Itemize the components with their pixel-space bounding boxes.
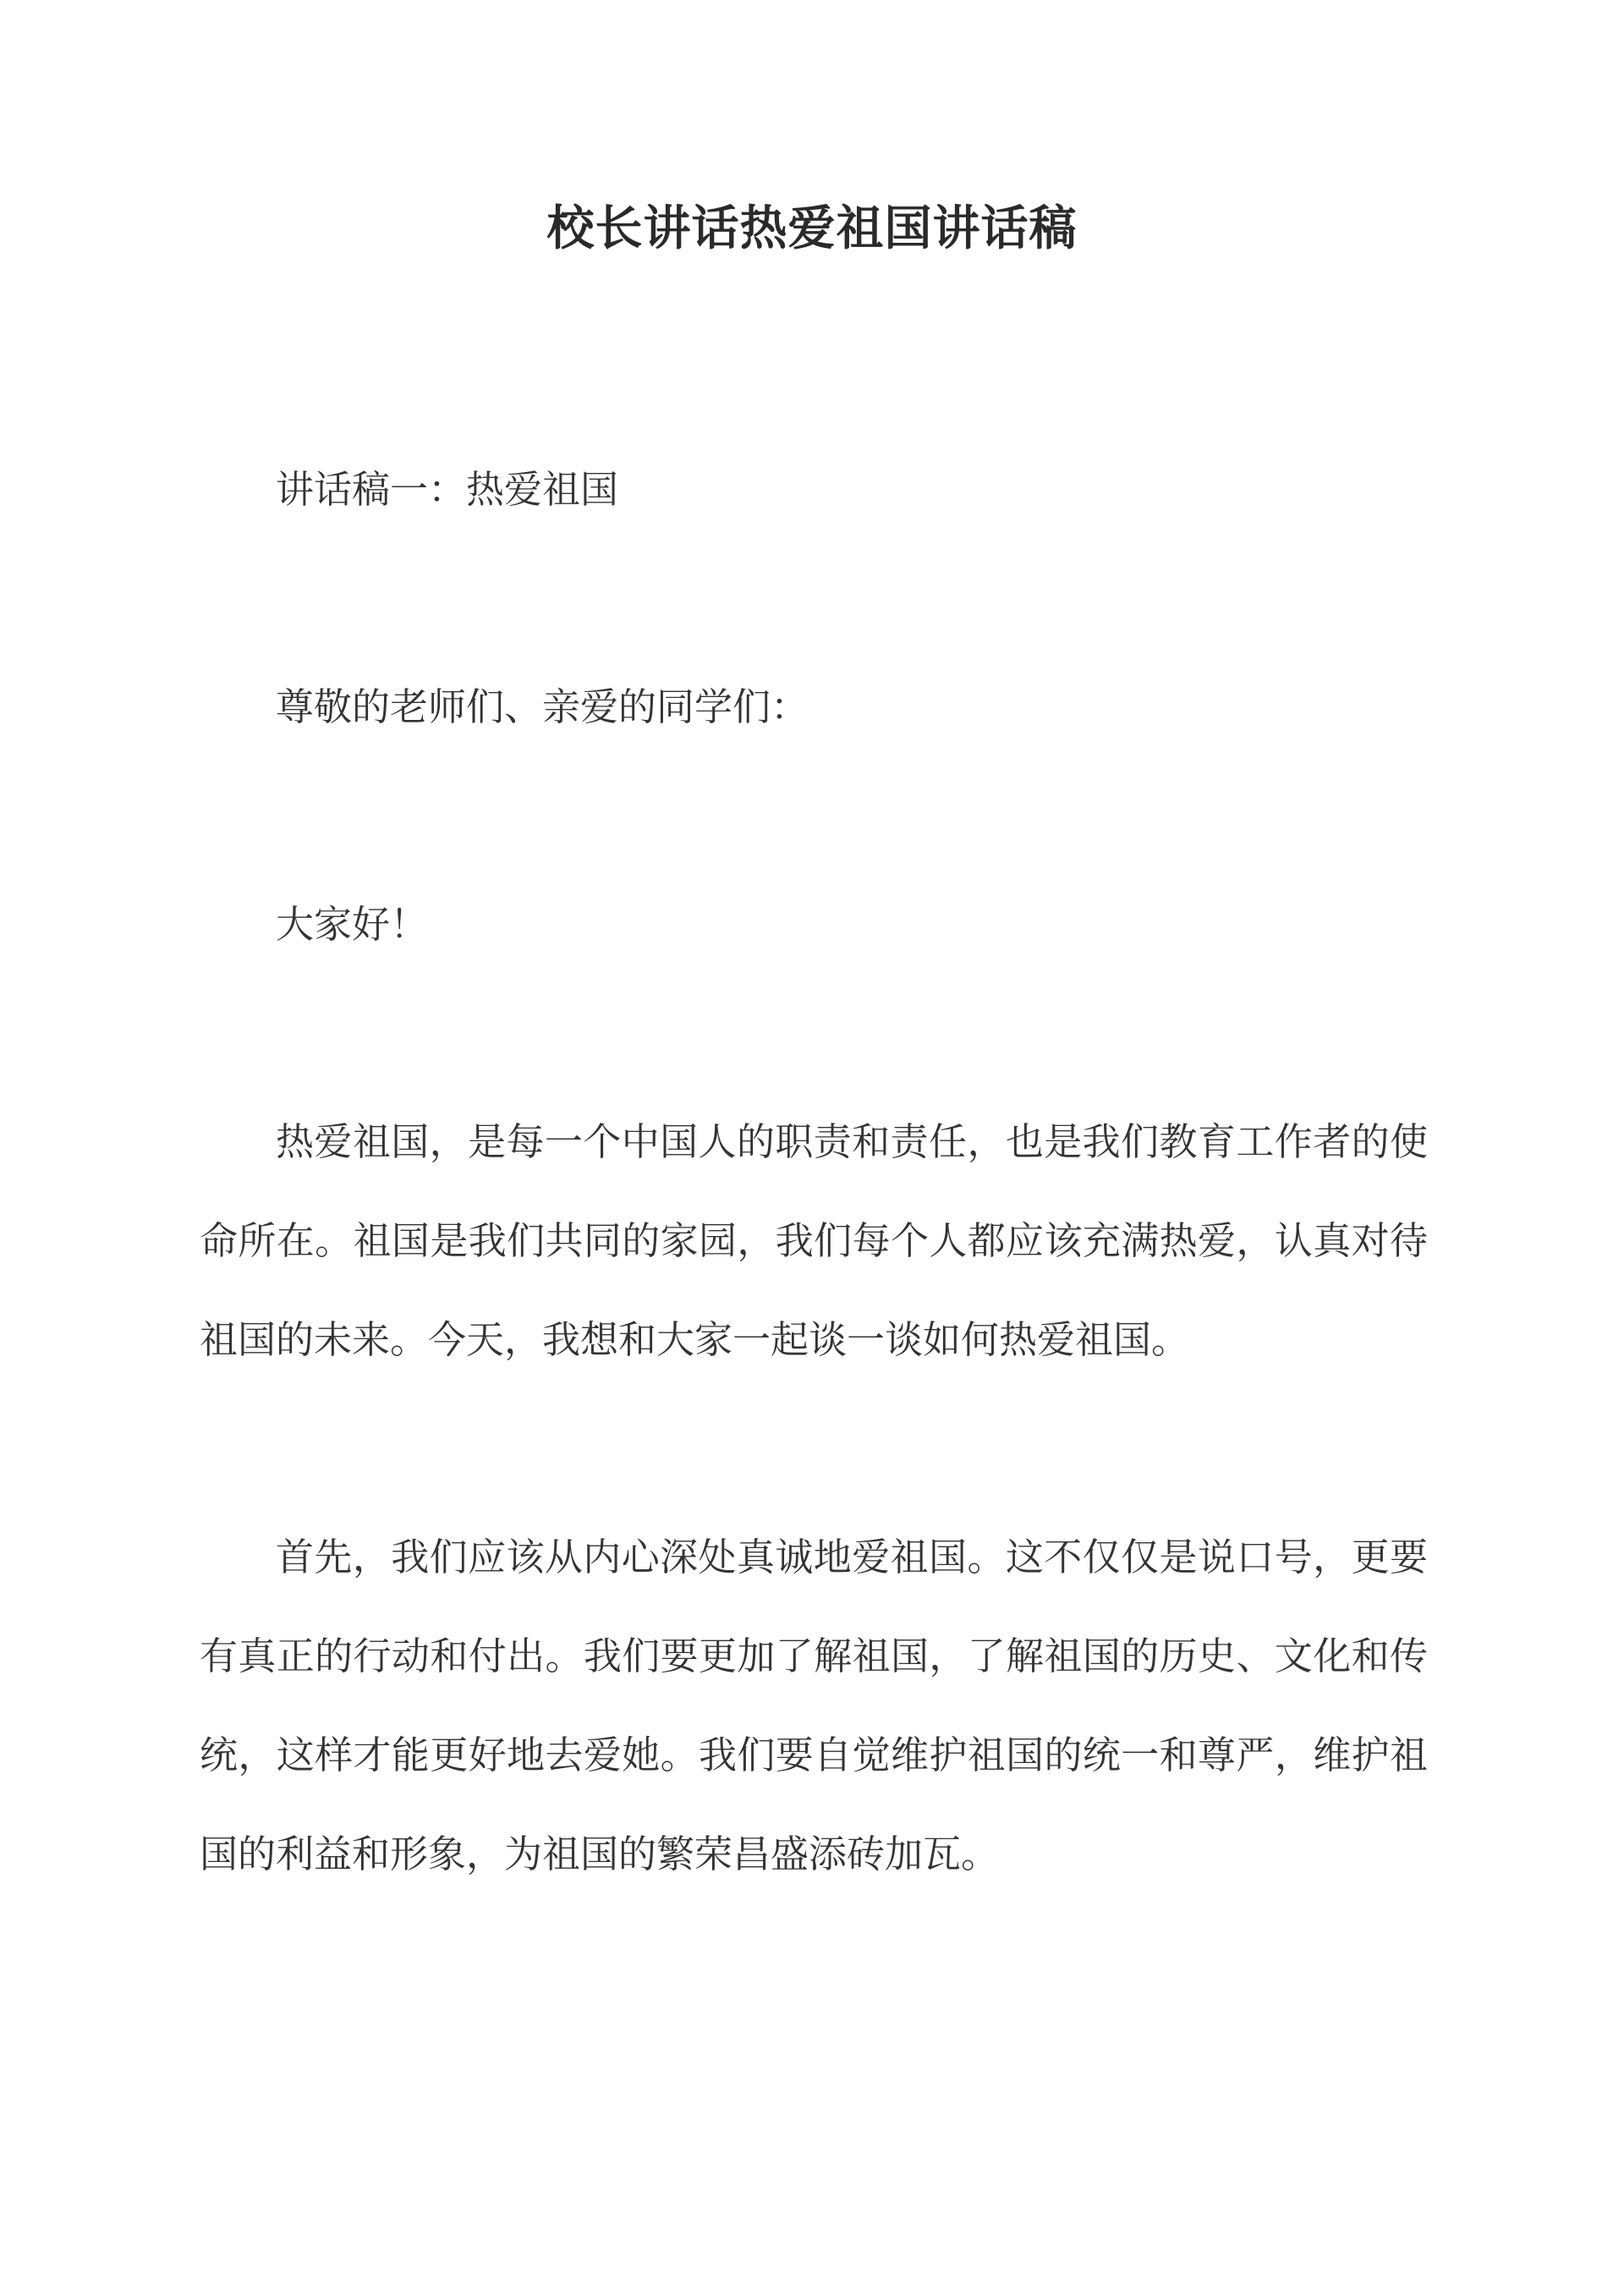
body-paragraph: 热爱祖国，是每一个中国人的职责和责任，也是我们教育工作者的使命所在。祖国是我们共同的家园，我们每个人都应该充满热爱，认真对待祖国的未来。今天，我想和大家一起谈一谈如何热爱祖国。	[200, 1119, 1428, 1362]
section-heading: 讲话稿一：热爱祖国	[276, 467, 619, 512]
document-body	[200, 440, 1428, 1903]
body-paragraph: 首先，我们应该从内心深处真诚地爱祖国。这不仅仅是说口号，更要有真正的行动和付出。我们要更加了解祖国，了解祖国的历史、文化和传统，这样才能更好地去爱她。我们要自觉维护祖国的统一和尊严，维护祖国的利益和形象，为祖国的繁荣昌盛添砖加瓦。	[200, 1535, 1428, 1876]
document-title: 校长讲话热爱祖国讲话稿	[546, 200, 1078, 256]
salutation: 尊敬的老师们、亲爱的同学们：	[276, 684, 809, 729]
greeting: 大家好！	[276, 902, 429, 947]
